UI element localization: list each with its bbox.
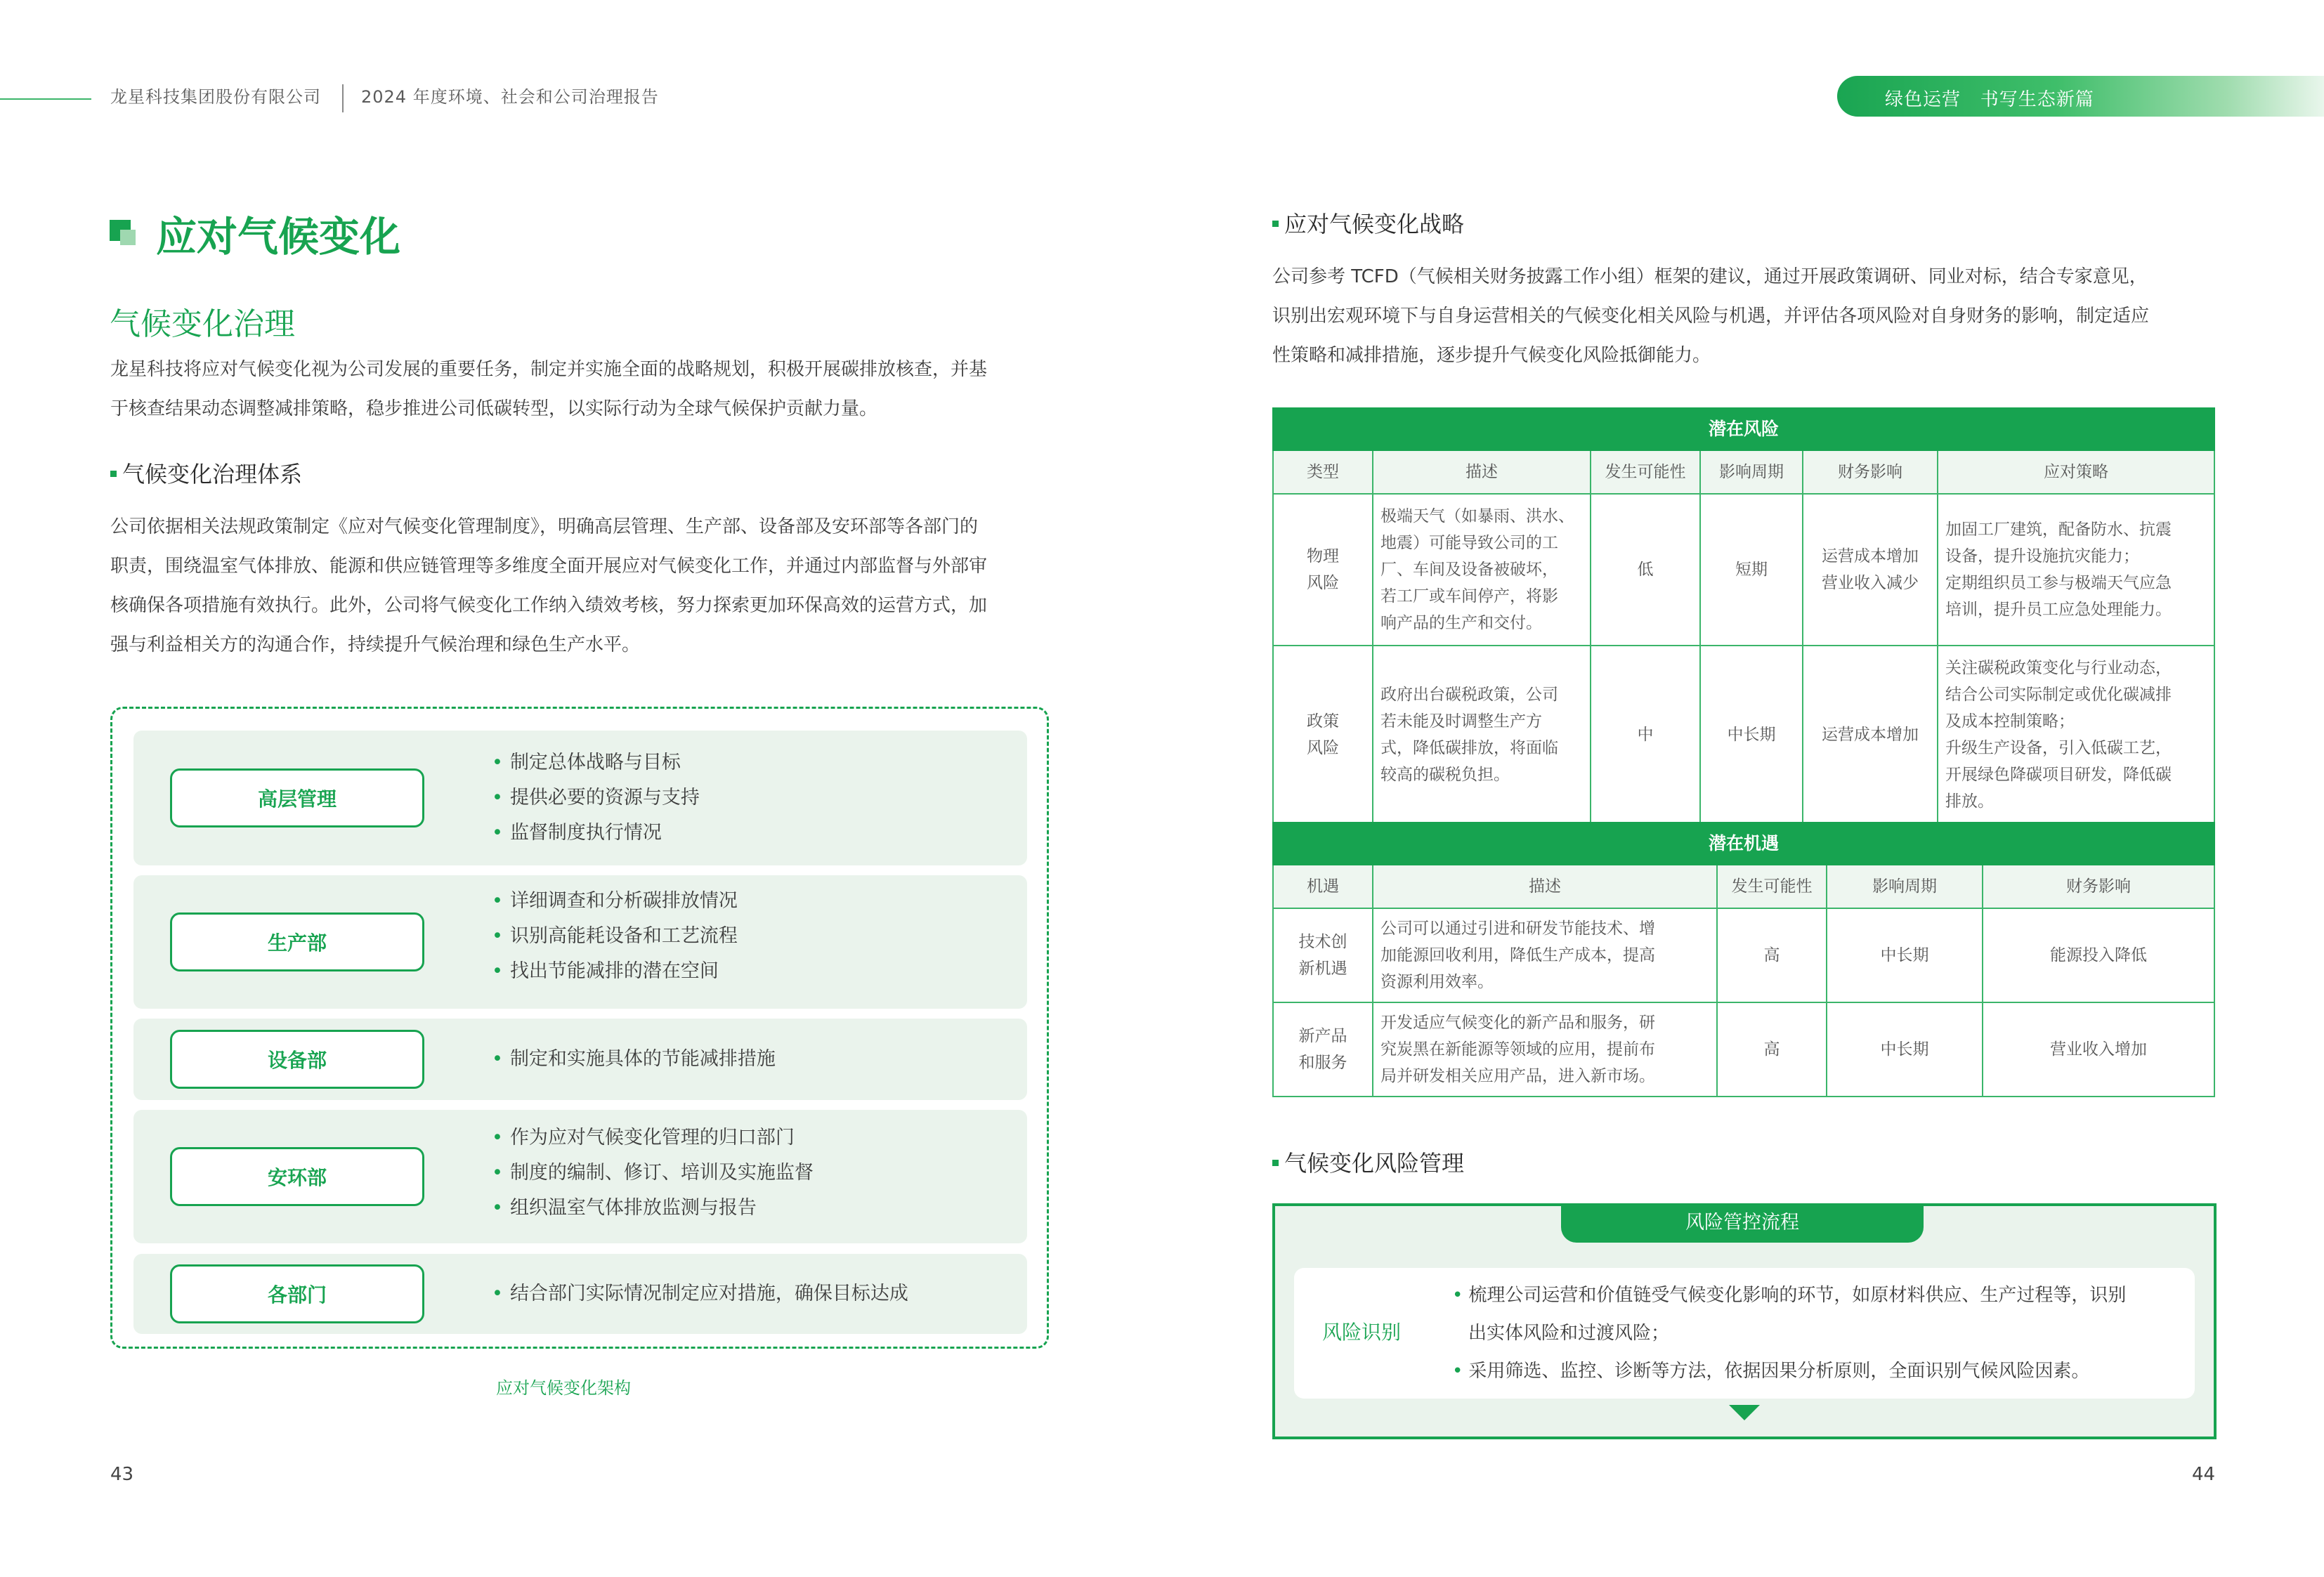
cell-line: 政府出台碳税政策，公司 bbox=[1380, 686, 1558, 704]
risk-finance-cell bbox=[1803, 494, 1938, 646]
header-separator bbox=[342, 84, 344, 112]
cell-line: 局并研发相关应用产品，进入新市场。 bbox=[1380, 1067, 1655, 1085]
system-heading: 气候变化治理体系 bbox=[122, 461, 303, 488]
cell-line: 地震）可能导致公司的工 bbox=[1380, 534, 1558, 552]
cell-line: 营业收入减少 bbox=[1822, 574, 1919, 592]
org-item: • 监督制度执行情况 bbox=[492, 816, 700, 851]
org-item: • 结合部门实际情况制定应对措施，确保目标达成 bbox=[492, 1276, 908, 1311]
org-item-list bbox=[492, 1276, 908, 1311]
table-row bbox=[1273, 908, 2214, 1002]
risk-management-heading: 气候变化风险管理 bbox=[1284, 1150, 1465, 1177]
page-number-right: 44 bbox=[2192, 1464, 2216, 1485]
header-report-title: 2024 年度环境、社会和公司治理报告 bbox=[361, 87, 659, 107]
cell-line: 物理 bbox=[1307, 547, 1339, 565]
risk-header-cell: 类型 bbox=[1273, 450, 1373, 494]
opp-likelihood-cell: 高 bbox=[1717, 1002, 1827, 1097]
cell-line: 关注碳税政策变化与行业动态， bbox=[1945, 659, 2172, 677]
cell-line: 资源利用效率。 bbox=[1380, 973, 1494, 991]
opportunity-table-banner: 潜在机遇 bbox=[1273, 823, 2214, 865]
org-box-equipment: 设备部 bbox=[170, 1030, 424, 1089]
risk-step-bullet: • 采用筛选、监控、诊断等方法，依据因果分析原则，全面识别气候风险因素。 bbox=[1452, 1361, 2090, 1382]
bullet-line: 梳理公司运营和价值链受气候变化影响的环节，如原材料供应、生产过程等，识别 bbox=[1468, 1285, 2127, 1306]
opp-header-cell: 发生可能性 bbox=[1717, 865, 1827, 908]
cell-line: 新机遇 bbox=[1298, 960, 1347, 978]
org-row bbox=[133, 731, 1027, 865]
risk-header-cell: 描述 bbox=[1373, 450, 1591, 494]
system-line: 职责，围绕温室气体排放、能源和供应链管理等多维度全面开展应对气候变化工作，并通过内部监督与外部审 bbox=[110, 556, 988, 577]
table-row bbox=[1273, 494, 2214, 646]
cell-line: 技术创 bbox=[1298, 933, 1347, 951]
cell-line: 及成本控制策略； bbox=[1945, 712, 2075, 731]
down-arrow-icon bbox=[1729, 1405, 1760, 1420]
org-row bbox=[133, 875, 1027, 1009]
intro-paragraph bbox=[110, 350, 1052, 428]
risk-step-label: 风险识别 bbox=[1322, 1321, 1402, 1344]
bullet-line: 采用筛选、监控、诊断等方法，依据因果分析原则，全面识别气候风险因素。 bbox=[1468, 1361, 2090, 1382]
risk-table-banner: 潜在风险 bbox=[1273, 408, 2214, 450]
org-box-all-departments: 各部门 bbox=[170, 1264, 424, 1323]
page-title: 应对气候变化 bbox=[156, 213, 401, 261]
risk-header-cell: 应对策略 bbox=[1938, 450, 2214, 494]
opp-type-cell bbox=[1273, 908, 1373, 1002]
opp-type-cell bbox=[1273, 1002, 1373, 1097]
opp-desc-cell bbox=[1373, 908, 1717, 1002]
cell-line: 运营成本增加 bbox=[1822, 547, 1919, 565]
system-line: 强与利益相关方的沟通合作，持续提升气候治理和绿色生产水平。 bbox=[110, 634, 641, 655]
risk-step-bullets bbox=[1452, 1276, 2126, 1390]
org-item-list bbox=[492, 1120, 814, 1226]
risk-likelihood-cell: 低 bbox=[1591, 494, 1700, 646]
figure-caption: 应对气候变化架构 bbox=[496, 1378, 631, 1398]
intro-line: 于核查结果动态调整减排策略，稳步推进公司低碳转型，以实际行动为全球气候保护贡献力量。 bbox=[110, 398, 878, 419]
opp-finance-cell: 营业收入增加 bbox=[1983, 1002, 2214, 1097]
risk-desc-cell bbox=[1373, 646, 1591, 824]
cell-line: 新产品 bbox=[1298, 1027, 1347, 1045]
org-box-senior-management: 高层管理 bbox=[170, 768, 424, 827]
strategy-line: 性策略和减排措施，逐步提升气候变化风险抵御能力。 bbox=[1272, 345, 1711, 366]
cell-line: 响产品的生产和交付。 bbox=[1380, 614, 1542, 632]
risk-header-cell: 发生可能性 bbox=[1591, 450, 1700, 494]
cell-line: 运营成本增加 bbox=[1822, 726, 1919, 744]
org-item: • 制定总体战略与目标 bbox=[492, 745, 700, 780]
risk-period-cell: 短期 bbox=[1700, 494, 1803, 646]
risk-type-cell bbox=[1273, 646, 1373, 824]
org-row bbox=[133, 1019, 1027, 1100]
cell-line: 和服务 bbox=[1298, 1054, 1347, 1072]
org-item: • 找出节能减排的潜在空间 bbox=[492, 954, 738, 989]
org-item-list bbox=[492, 1042, 776, 1077]
header-company: 龙星科技集团股份有限公司 bbox=[110, 87, 321, 107]
cell-line: 究炭黑在新能源等领域的应用，提前布 bbox=[1380, 1040, 1655, 1059]
title-square-accent-icon bbox=[120, 230, 136, 245]
bullet-square-icon bbox=[1272, 221, 1279, 227]
cell-line: 若工厂或车间停产，将影 bbox=[1380, 587, 1558, 606]
org-item-list bbox=[492, 884, 738, 989]
org-box-production: 生产部 bbox=[170, 912, 424, 971]
org-row bbox=[133, 1110, 1027, 1243]
org-item: • 详细调查和分析碳排放情况 bbox=[492, 884, 738, 919]
opp-header-cell: 财务影响 bbox=[1983, 865, 2214, 908]
cell-line: 开展绿色降碳项目研发，降低碳 bbox=[1945, 766, 2172, 784]
org-item: • 作为应对气候变化管理的归口部门 bbox=[492, 1120, 814, 1156]
section-pill bbox=[1837, 76, 2324, 117]
cell-line: 排放。 bbox=[1945, 792, 1994, 811]
opp-header-cell: 机遇 bbox=[1273, 865, 1373, 908]
bullet-line: 出实体风险和过渡风险； bbox=[1468, 1323, 1670, 1344]
system-paragraph bbox=[110, 507, 1052, 665]
org-box-ehs: 安环部 bbox=[170, 1147, 424, 1206]
strategy-line: 识别出宏观环境下与自身运营相关的气候变化相关风险与机遇，并评估各项风险对自身财务的影响，制定适应 bbox=[1272, 306, 2150, 327]
cell-line: 定期组织员工参与极端天气应急 bbox=[1945, 574, 2172, 592]
risk-type-cell bbox=[1273, 494, 1373, 646]
cell-line: 加固工厂建筑，配备防水、抗震 bbox=[1945, 521, 2172, 539]
cell-line: 结合公司实际制定或优化碳减排 bbox=[1945, 686, 2172, 704]
cell-line: 加能源回收利用，降低生产成本，提高 bbox=[1380, 946, 1655, 964]
org-item: • 识别高能耗设备和工艺流程 bbox=[492, 919, 738, 954]
opportunity-table bbox=[1272, 822, 2215, 1097]
strategy-heading: 应对气候变化战略 bbox=[1284, 211, 1465, 237]
cell-line: 风险 bbox=[1307, 739, 1339, 757]
bullet-square-icon bbox=[1272, 1160, 1279, 1166]
risk-desc-cell bbox=[1373, 494, 1591, 646]
risk-likelihood-cell: 中 bbox=[1591, 646, 1700, 824]
opp-period-cell: 中长期 bbox=[1827, 908, 1983, 1002]
strategy-line: 公司参考 TCFD（气候相关财务披露工作小组）框架的建议，通过开展政策调研、同业对标，结合专家意见， bbox=[1272, 266, 2148, 287]
header-rule bbox=[0, 98, 91, 100]
org-item: • 制度的编制、修订、培训及实施监督 bbox=[492, 1156, 814, 1191]
risk-finance-cell bbox=[1803, 646, 1938, 824]
org-item: • 提供必要的资源与支持 bbox=[492, 780, 700, 816]
opp-finance-cell: 能源投入降低 bbox=[1983, 908, 2214, 1002]
risk-table bbox=[1272, 407, 2215, 825]
cell-line: 公司可以通过引进和研发节能技术、增 bbox=[1380, 920, 1655, 938]
section-pill-label: 绿色运营 书写生态新篇 bbox=[1885, 89, 2094, 110]
org-item: • 制定和实施具体的节能减排措施 bbox=[492, 1042, 776, 1077]
cell-line: 升级生产设备，引入低碳工艺， bbox=[1945, 739, 2172, 757]
risk-flow-tab: 风险管控流程 bbox=[1561, 1203, 1924, 1243]
strategy-paragraph bbox=[1272, 257, 2217, 375]
cell-line: 极端天气（如暴雨、洪水、 bbox=[1380, 507, 1574, 525]
risk-flow-card bbox=[1294, 1268, 2195, 1399]
cell-line: 风险 bbox=[1307, 574, 1339, 592]
system-line: 公司依据相关法规政策制定《应对气候变化管理制度》，明确高层管理、生产部、设备部及安环部等各部门的 bbox=[110, 516, 979, 537]
system-line: 核确保各项措施有效执行。此外，公司将气候变化工作纳入绩效考核，努力探索更加环保高效的运营方式，加 bbox=[110, 595, 988, 616]
cell-line: 开发适应气候变化的新产品和服务，研 bbox=[1380, 1014, 1655, 1032]
org-item-list bbox=[492, 745, 700, 851]
section-title: 气候变化治理 bbox=[110, 306, 295, 342]
intro-line: 龙星科技将应对气候变化视为公司发展的重要任务，制定并实施全面的战略规划，积极开展碳排放核查，并基 bbox=[110, 359, 988, 380]
risk-step-bullet: • 梳理公司运营和价值链受气候变化影响的环节，如原材料供应、生产过程等，识别 bbox=[1452, 1285, 2127, 1306]
org-item: • 组织温室气体排放监测与报告 bbox=[492, 1191, 814, 1226]
table-row bbox=[1273, 1002, 2214, 1097]
opp-period-cell: 中长期 bbox=[1827, 1002, 1983, 1097]
opp-likelihood-cell: 高 bbox=[1717, 908, 1827, 1002]
page-number-left: 43 bbox=[110, 1464, 134, 1485]
cell-line: 政策 bbox=[1307, 712, 1339, 731]
risk-period-cell: 中长期 bbox=[1700, 646, 1803, 824]
cell-line: 式，降低碳排放，将面临 bbox=[1380, 739, 1558, 757]
opp-header-cell: 影响周期 bbox=[1827, 865, 1983, 908]
opp-header-cell: 描述 bbox=[1373, 865, 1717, 908]
risk-header-cell: 影响周期 bbox=[1700, 450, 1803, 494]
cell-line: 设备，提升设施抗灾能力； bbox=[1945, 547, 2139, 565]
table-row bbox=[1273, 646, 2214, 824]
risk-strategy-cell bbox=[1938, 646, 2214, 824]
risk-header-cell: 财务影响 bbox=[1803, 450, 1938, 494]
opp-desc-cell bbox=[1373, 1002, 1717, 1097]
cell-line: 较高的碳税负担。 bbox=[1380, 766, 1510, 784]
risk-strategy-cell bbox=[1938, 494, 2214, 646]
bullet-square-icon bbox=[110, 471, 117, 477]
cell-line: 培训，提升员工应急处理能力。 bbox=[1945, 601, 2172, 619]
org-row bbox=[133, 1254, 1027, 1334]
cell-line: 厂、车间及设备被破坏， bbox=[1380, 561, 1558, 579]
cell-line: 若未能及时调整生产方 bbox=[1380, 712, 1542, 731]
